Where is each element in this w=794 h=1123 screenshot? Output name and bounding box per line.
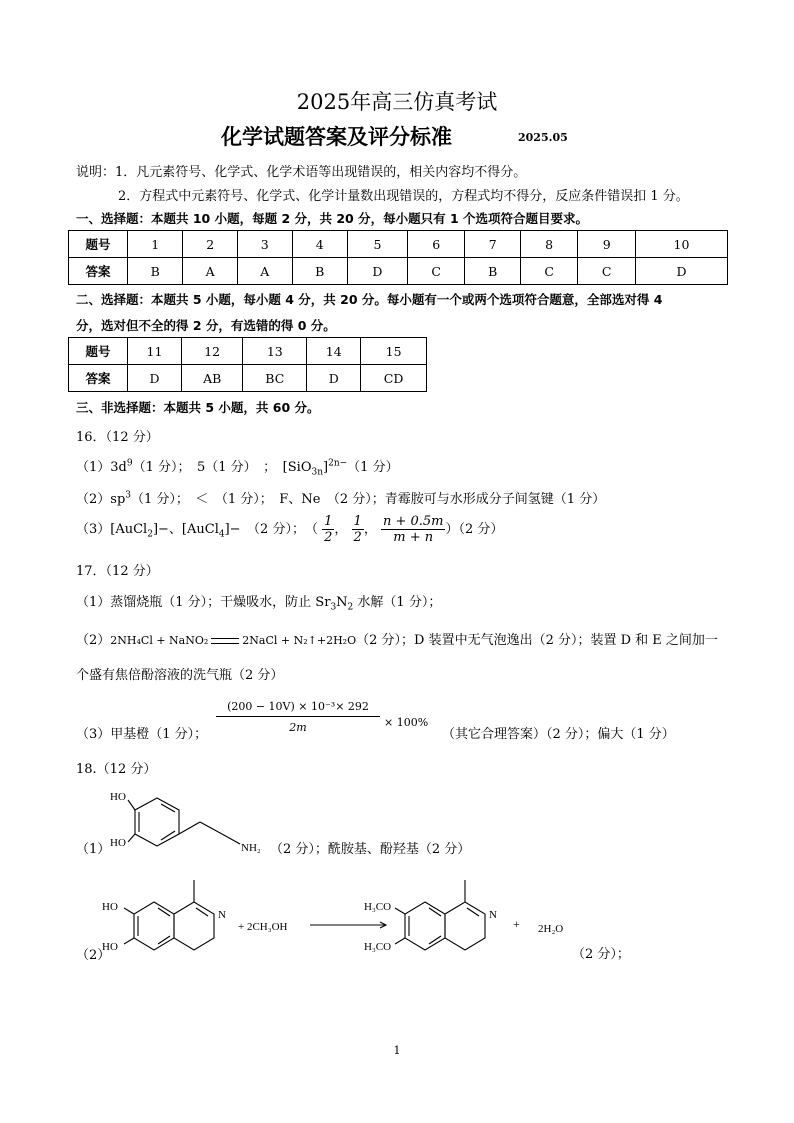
table-cell: C: [578, 258, 636, 285]
q16-part3: （3）[AuCl$_2$]−、[AuCl$_4$]− （2 分）； （ $\frac{1}{2}$ ， $\frac{1}{2}$ ， $\frac{n + 0.5m}{m + n}$ ）（2 分）: [76, 514, 504, 545]
table-cell: B: [465, 258, 520, 285]
q17-part2: [76, 629, 718, 648]
q16-title: 16．（12 分）: [76, 430, 159, 445]
q17-expression: [216, 700, 380, 734]
text: （2）: [76, 633, 111, 648]
table-cell: 6: [407, 231, 465, 258]
table-cell: B: [292, 258, 347, 285]
q18-part1-rest: （2 分）；酰胺基、酚羟基（2 分）: [270, 842, 471, 857]
row-label: 答案: [69, 365, 128, 392]
q17-part1: [76, 591, 441, 613]
table-cell: 2: [183, 231, 238, 258]
text: （3）[AuCl: [76, 522, 148, 537]
text: （2 分）；D 装置中无气泡逸出（2 分）；装置 D 和 E 之间加一: [356, 633, 718, 648]
fraction: [381, 514, 446, 545]
table-row: [69, 365, 427, 392]
table-cell: A: [237, 258, 292, 285]
table-cell: C: [407, 258, 465, 285]
subscript: 2: [147, 529, 153, 540]
subscript: 3n: [311, 467, 324, 478]
hydroxyl-label: HO: [110, 837, 126, 849]
q18-part2-label: （2）: [76, 948, 111, 963]
section2-heading-line2: 分，选对但不全的得 2 分，有选错的得 0 分。: [76, 318, 336, 333]
answer-table-1: [68, 230, 728, 285]
table-cell: 5: [347, 231, 407, 258]
exam-date: 2025.05: [518, 131, 568, 144]
methoxy-label: H₃CO: [364, 901, 392, 913]
text: （1 分）: [347, 460, 399, 475]
table-cell: D: [347, 258, 407, 285]
q17-part3-rest: （其它合理答案）（2 分）；偏大（1 分）: [442, 727, 675, 742]
note-line-2: 2．方程式中元素符号、化学式、化学计量数出现错误的，方程式均不得分，反应条件错误扣 1 分。: [118, 189, 689, 204]
q17-part3-label: （3）甲基橙（1 分）；: [76, 727, 208, 742]
section1-heading: 一、选择题：本题共 10 小题，每题 2 分，共 20 分，每小题只有 1 个选项符合题目要求。: [76, 211, 589, 226]
denominator: 2: [324, 530, 333, 545]
denominator: m + n: [393, 530, 434, 545]
expression-numerator: (200 − 10V) × 10⁻³× 292: [216, 700, 380, 717]
page-title: 2025年高三仿真考试: [296, 90, 498, 114]
equation-left: 2NH₄Cl + NaNO₂: [110, 634, 209, 647]
denominator: 2: [353, 530, 362, 545]
superscript: 3: [125, 490, 131, 501]
text: （1 分）； ＜ （1 分）； F、Ne （2 分）；青霉胺可与水形成分子间氢键（1 分）: [131, 492, 606, 507]
subscript: 4: [218, 529, 225, 540]
table-cell: 15: [361, 338, 427, 365]
q18-part1-label: （1）: [76, 842, 111, 857]
table-row: [69, 231, 728, 258]
table-cell: AB: [182, 365, 243, 392]
text: （1 分）； 5（1 分） ； [SiO: [132, 460, 312, 475]
table-row: [69, 338, 427, 365]
water-label: 2H₂O: [538, 923, 564, 935]
table-cell: 3: [237, 231, 292, 258]
table-cell: 14: [307, 338, 361, 365]
equation-right: 2NaCl + N₂↑+2H₂O: [242, 634, 357, 647]
superscript: 2n−: [328, 458, 348, 469]
table-cell: 11: [128, 338, 182, 365]
table-cell: 8: [520, 231, 578, 258]
subscript: 3: [330, 602, 337, 613]
q17-title: 17．（12 分）: [76, 564, 159, 579]
numerator: 1: [324, 514, 333, 529]
hydroxyl-label: HO: [102, 901, 118, 913]
numerator: n + 0.5m: [382, 514, 444, 529]
q16-part1: [76, 456, 399, 478]
table-cell: 13: [243, 338, 307, 365]
table-cell: 10: [635, 231, 727, 258]
hydroxyl-label: HO: [110, 791, 126, 803]
fraction: [352, 514, 364, 545]
fraction: [322, 514, 334, 545]
table-cell: 1: [128, 231, 183, 258]
table-cell: D: [307, 365, 361, 392]
q18-part2-score: （2 分）；: [572, 947, 630, 962]
text: ]− （2 分）； （: [224, 522, 318, 537]
molecule-1: [100, 780, 280, 860]
q17-part2-line2: 个盛有焦倍酚溶液的洗气瓶（2 分）: [76, 668, 284, 683]
double-line-sign: [211, 638, 239, 644]
section3-heading: 三、非选择题：本题共 5 小题，共 60 分。: [76, 400, 320, 415]
text: ]: [323, 460, 329, 475]
text: N: [336, 595, 348, 610]
amine-label: NH₂: [241, 842, 261, 854]
table-cell: C: [520, 258, 578, 285]
q18-title: 18.（12 分）: [76, 762, 157, 777]
expression-denominator: 2m: [289, 721, 307, 734]
table-cell: 9: [578, 231, 636, 258]
page-number: 1: [393, 1044, 401, 1057]
subscript: 2: [347, 602, 354, 613]
reaction-scheme: [100, 870, 640, 970]
table-row: [69, 258, 728, 285]
reagent-label: + 2CH₃OH: [238, 921, 288, 933]
text: 水解（1 分）；: [353, 595, 442, 610]
table-cell: CD: [361, 365, 427, 392]
table-cell: D: [128, 365, 182, 392]
table-cell: 12: [182, 338, 243, 365]
text: （2）sp: [76, 492, 126, 507]
note-line-1: 说明：1．凡元素符号、化学式、化学术语等出现错误的，相关内容均不得分。: [76, 165, 527, 180]
row-label: 题号: [69, 231, 128, 258]
text: （1）蒸馏烧瓶（1 分）；干燥吸水，防止 Sr: [76, 595, 331, 610]
text: ）（2 分）: [445, 522, 504, 537]
table-cell: BC: [243, 365, 307, 392]
methoxy-label: H₃CO: [364, 941, 392, 953]
text: ]−、[AuCl: [152, 522, 219, 537]
numerator: 1: [353, 514, 362, 529]
table-cell: D: [635, 258, 727, 285]
superscript: 9: [126, 458, 133, 469]
table-cell: 7: [465, 231, 520, 258]
nitrogen-label: N: [218, 909, 226, 921]
answer-table-2: [68, 337, 427, 392]
text: （1）3d: [76, 460, 127, 475]
table-cell: 4: [292, 231, 347, 258]
nitrogen-label: N: [489, 909, 497, 921]
table-cell: A: [183, 258, 238, 285]
row-label: 题号: [69, 338, 128, 365]
q16-part2: [76, 488, 605, 507]
table-cell: B: [128, 258, 183, 285]
section2-heading-line1: 二、选择题：本题共 5 小题，每小题 4 分，共 20 分。每小题有一个或两个选项符合题意，全部选对得 4: [76, 292, 663, 307]
row-label: 答案: [69, 258, 128, 285]
expression-tail: × 100%: [384, 716, 429, 729]
hydroxyl-label: HO: [102, 941, 118, 953]
page-subtitle: 化学试题答案及评分标准: [221, 125, 452, 149]
plus-sign: +: [513, 917, 520, 931]
